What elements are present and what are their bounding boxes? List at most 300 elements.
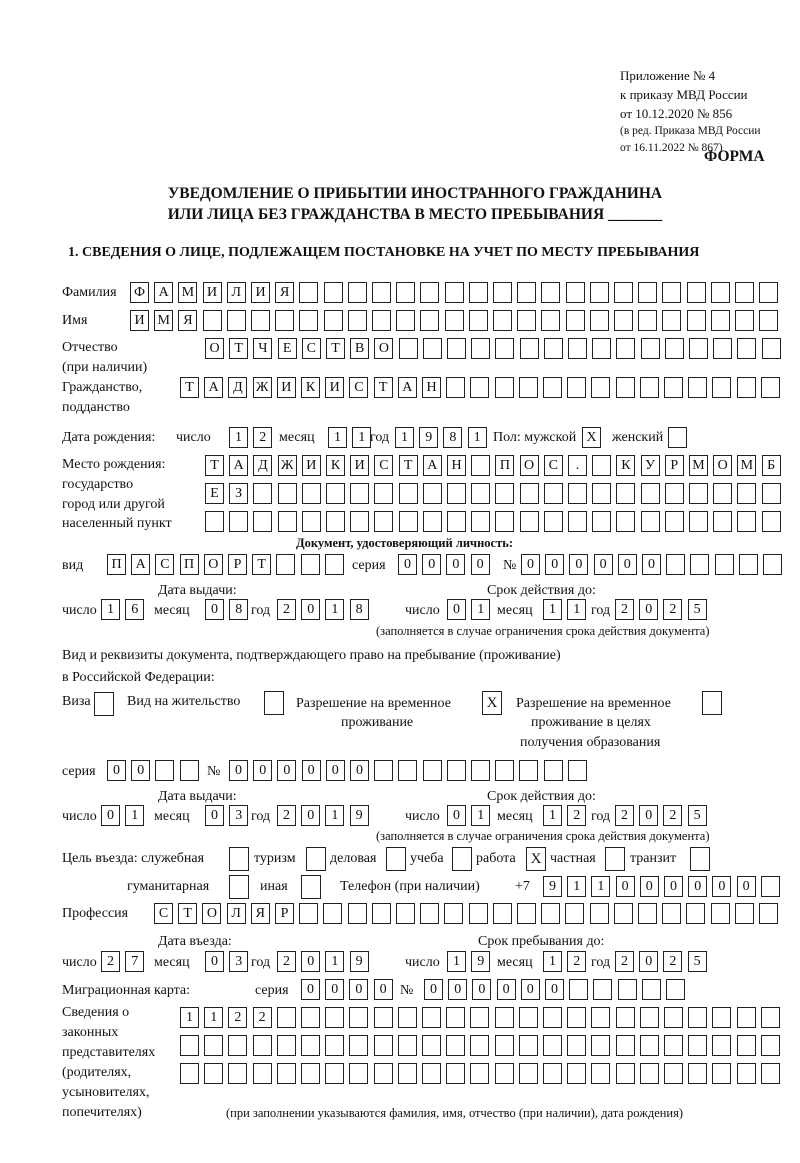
char-cell[interactable]: 2	[567, 805, 586, 826]
char-cell[interactable]	[423, 338, 442, 359]
char-cell[interactable]	[277, 1007, 296, 1028]
char-cell[interactable]: Е	[278, 338, 297, 359]
char-cell[interactable]: 0	[618, 554, 637, 575]
char-cell[interactable]: 0	[131, 760, 150, 781]
char-cell[interactable]	[398, 1063, 417, 1084]
char-cell[interactable]	[423, 483, 442, 504]
purpose-work-checkbox[interactable]: X	[526, 847, 546, 871]
purpose-humanitarian-checkbox[interactable]	[229, 875, 249, 899]
char-cell[interactable]: 0	[497, 979, 516, 1000]
char-cell[interactable]: 2	[228, 1007, 247, 1028]
char-cell[interactable]	[591, 1063, 610, 1084]
char-cell[interactable]: Ф	[130, 282, 149, 303]
char-cell[interactable]	[374, 1063, 393, 1084]
char-cell[interactable]	[567, 1063, 586, 1084]
char-cell[interactable]	[275, 310, 294, 331]
char-cell[interactable]	[591, 1035, 610, 1056]
char-cell[interactable]: 1	[325, 599, 344, 620]
char-cell[interactable]: 0	[521, 979, 540, 1000]
char-cell[interactable]: П	[107, 554, 126, 575]
char-cell[interactable]	[737, 338, 756, 359]
char-cell[interactable]: 0	[521, 554, 540, 575]
char-cell[interactable]	[614, 310, 633, 331]
char-cell[interactable]: 2	[277, 599, 296, 620]
char-cell[interactable]: С	[155, 554, 174, 575]
char-cell[interactable]: А	[204, 377, 223, 398]
char-cell[interactable]	[664, 1007, 683, 1028]
char-cell[interactable]: С	[544, 455, 563, 476]
char-cell[interactable]: 0	[398, 554, 417, 575]
char-cell[interactable]	[759, 310, 778, 331]
char-cell[interactable]	[423, 511, 442, 532]
char-cell[interactable]: 0	[545, 979, 564, 1000]
char-cell[interactable]	[253, 1035, 272, 1056]
char-cell[interactable]	[422, 1035, 441, 1056]
char-cell[interactable]	[350, 511, 369, 532]
char-cell[interactable]: 2	[567, 951, 586, 972]
char-cell[interactable]: Я	[178, 310, 197, 331]
char-cell[interactable]	[423, 760, 442, 781]
char-cell[interactable]	[737, 483, 756, 504]
char-cell[interactable]	[253, 1063, 272, 1084]
char-cell[interactable]	[567, 1007, 586, 1028]
char-cell[interactable]	[737, 377, 756, 398]
char-cell[interactable]: 5	[688, 805, 707, 826]
char-cell[interactable]: 1	[180, 1007, 199, 1028]
char-cell[interactable]	[711, 282, 730, 303]
char-cell[interactable]: 0	[640, 876, 659, 897]
char-cell[interactable]	[662, 282, 681, 303]
char-cell[interactable]: 5	[688, 599, 707, 620]
char-cell[interactable]: А	[423, 455, 442, 476]
char-cell[interactable]: Я	[251, 903, 270, 924]
char-cell[interactable]	[278, 483, 297, 504]
char-cell[interactable]: А	[229, 455, 248, 476]
char-cell[interactable]: 0	[349, 979, 368, 1000]
char-cell[interactable]	[349, 1063, 368, 1084]
char-cell[interactable]: Л	[227, 282, 246, 303]
char-cell[interactable]: 1	[567, 599, 586, 620]
char-cell[interactable]: 1	[543, 599, 562, 620]
char-cell[interactable]: 1	[468, 427, 487, 448]
char-cell[interactable]	[591, 377, 610, 398]
char-cell[interactable]: И	[325, 377, 344, 398]
char-cell[interactable]: 0	[326, 760, 345, 781]
char-cell[interactable]	[229, 511, 248, 532]
char-cell[interactable]: И	[251, 282, 270, 303]
char-cell[interactable]	[374, 511, 393, 532]
char-cell[interactable]	[638, 282, 657, 303]
char-cell[interactable]: М	[178, 282, 197, 303]
purpose-private-checkbox[interactable]	[605, 847, 625, 871]
char-cell[interactable]: 9	[419, 427, 438, 448]
char-cell[interactable]	[761, 1035, 780, 1056]
char-cell[interactable]	[616, 1035, 635, 1056]
char-cell[interactable]	[324, 310, 343, 331]
char-cell[interactable]	[759, 903, 778, 924]
char-cell[interactable]	[471, 483, 490, 504]
char-cell[interactable]: 1	[325, 805, 344, 826]
char-cell[interactable]	[372, 282, 391, 303]
char-cell[interactable]: 0	[301, 805, 320, 826]
char-cell[interactable]	[690, 554, 709, 575]
char-cell[interactable]: 2	[277, 805, 296, 826]
char-cell[interactable]	[301, 1035, 320, 1056]
char-cell[interactable]	[735, 310, 754, 331]
char-cell[interactable]	[326, 483, 345, 504]
char-cell[interactable]	[348, 903, 367, 924]
char-cell[interactable]	[568, 483, 587, 504]
char-cell[interactable]: 6	[125, 599, 144, 620]
char-cell[interactable]	[567, 377, 586, 398]
char-cell[interactable]: Т	[178, 903, 197, 924]
char-cell[interactable]	[299, 903, 318, 924]
char-cell[interactable]	[493, 903, 512, 924]
char-cell[interactable]: О	[204, 554, 223, 575]
char-cell[interactable]: 1	[447, 951, 466, 972]
char-cell[interactable]	[711, 310, 730, 331]
char-cell[interactable]	[616, 1007, 635, 1028]
purpose-study-checkbox[interactable]	[452, 847, 472, 871]
char-cell[interactable]: 0	[688, 876, 707, 897]
temp-residence-checkbox[interactable]: X	[482, 691, 502, 715]
char-cell[interactable]: О	[374, 338, 393, 359]
char-cell[interactable]	[519, 1063, 538, 1084]
char-cell[interactable]	[398, 1035, 417, 1056]
char-cell[interactable]: 2	[615, 599, 634, 620]
char-cell[interactable]: 1	[352, 427, 371, 448]
char-cell[interactable]	[641, 338, 660, 359]
char-cell[interactable]: Н	[447, 455, 466, 476]
char-cell[interactable]	[687, 282, 706, 303]
char-cell[interactable]: Т	[374, 377, 393, 398]
char-cell[interactable]: .	[568, 455, 587, 476]
char-cell[interactable]	[398, 760, 417, 781]
char-cell[interactable]	[301, 554, 320, 575]
char-cell[interactable]	[761, 1007, 780, 1028]
char-cell[interactable]: 0	[301, 951, 320, 972]
char-cell[interactable]	[348, 282, 367, 303]
char-cell[interactable]	[372, 903, 391, 924]
char-cell[interactable]: 2	[253, 427, 272, 448]
char-cell[interactable]	[471, 455, 490, 476]
char-cell[interactable]: 0	[639, 599, 658, 620]
char-cell[interactable]: 0	[594, 554, 613, 575]
char-cell[interactable]	[495, 483, 514, 504]
char-cell[interactable]	[374, 483, 393, 504]
temp-residence-edu-checkbox[interactable]	[702, 691, 722, 715]
char-cell[interactable]	[396, 282, 415, 303]
char-cell[interactable]: 0	[616, 876, 635, 897]
char-cell[interactable]	[640, 1063, 659, 1084]
char-cell[interactable]	[544, 511, 563, 532]
char-cell[interactable]: 0	[253, 760, 272, 781]
purpose-other-checkbox[interactable]	[301, 875, 321, 899]
char-cell[interactable]: 0	[422, 554, 441, 575]
char-cell[interactable]	[737, 511, 756, 532]
char-cell[interactable]: 1	[204, 1007, 223, 1028]
char-cell[interactable]: О	[520, 455, 539, 476]
char-cell[interactable]	[566, 310, 585, 331]
char-cell[interactable]: 0	[712, 876, 731, 897]
char-cell[interactable]: И	[350, 455, 369, 476]
char-cell[interactable]: 0	[301, 599, 320, 620]
char-cell[interactable]: 8	[443, 427, 462, 448]
purpose-tourism-checkbox[interactable]	[306, 847, 326, 871]
char-cell[interactable]	[566, 282, 585, 303]
char-cell[interactable]	[737, 1063, 756, 1084]
char-cell[interactable]: 9	[350, 951, 369, 972]
char-cell[interactable]: 0	[471, 554, 490, 575]
char-cell[interactable]	[324, 282, 343, 303]
char-cell[interactable]	[493, 282, 512, 303]
char-cell[interactable]	[592, 483, 611, 504]
char-cell[interactable]	[470, 1063, 489, 1084]
char-cell[interactable]	[665, 483, 684, 504]
char-cell[interactable]: Ж	[278, 455, 297, 476]
char-cell[interactable]	[396, 903, 415, 924]
char-cell[interactable]: Т	[229, 338, 248, 359]
char-cell[interactable]	[569, 979, 588, 1000]
char-cell[interactable]: 1	[229, 427, 248, 448]
char-cell[interactable]: 2	[277, 951, 296, 972]
char-cell[interactable]	[517, 310, 536, 331]
char-cell[interactable]: И	[277, 377, 296, 398]
char-cell[interactable]: 0	[277, 760, 296, 781]
char-cell[interactable]: 0	[664, 876, 683, 897]
char-cell[interactable]	[567, 1035, 586, 1056]
char-cell[interactable]: 8	[350, 599, 369, 620]
char-cell[interactable]	[762, 511, 781, 532]
char-cell[interactable]: 0	[205, 805, 224, 826]
char-cell[interactable]: П	[495, 455, 514, 476]
char-cell[interactable]: М	[154, 310, 173, 331]
char-cell[interactable]	[348, 310, 367, 331]
char-cell[interactable]	[349, 1007, 368, 1028]
char-cell[interactable]	[712, 1007, 731, 1028]
char-cell[interactable]: В	[350, 338, 369, 359]
char-cell[interactable]	[520, 338, 539, 359]
char-cell[interactable]	[689, 338, 708, 359]
char-cell[interactable]	[737, 1007, 756, 1028]
char-cell[interactable]: 7	[125, 951, 144, 972]
char-cell[interactable]	[180, 1035, 199, 1056]
char-cell[interactable]: Р	[665, 455, 684, 476]
char-cell[interactable]	[616, 1063, 635, 1084]
char-cell[interactable]	[422, 1063, 441, 1084]
char-cell[interactable]	[495, 1063, 514, 1084]
char-cell[interactable]: С	[349, 377, 368, 398]
char-cell[interactable]	[325, 1035, 344, 1056]
char-cell[interactable]	[666, 979, 685, 1000]
char-cell[interactable]: Т	[326, 338, 345, 359]
char-cell[interactable]: 1	[567, 876, 586, 897]
char-cell[interactable]: 0	[639, 951, 658, 972]
char-cell[interactable]: 1	[471, 805, 490, 826]
char-cell[interactable]	[325, 1007, 344, 1028]
char-cell[interactable]	[469, 310, 488, 331]
char-cell[interactable]	[593, 979, 612, 1000]
char-cell[interactable]: О	[713, 455, 732, 476]
char-cell[interactable]	[688, 1007, 707, 1028]
char-cell[interactable]	[180, 760, 199, 781]
char-cell[interactable]: С	[302, 338, 321, 359]
char-cell[interactable]	[471, 511, 490, 532]
char-cell[interactable]	[666, 554, 685, 575]
char-cell[interactable]: К	[326, 455, 345, 476]
char-cell[interactable]: 0	[447, 599, 466, 620]
char-cell[interactable]	[204, 1063, 223, 1084]
char-cell[interactable]: 0	[737, 876, 756, 897]
char-cell[interactable]	[568, 760, 587, 781]
char-cell[interactable]	[737, 1035, 756, 1056]
char-cell[interactable]: 0	[350, 760, 369, 781]
char-cell[interactable]: М	[737, 455, 756, 476]
char-cell[interactable]	[544, 338, 563, 359]
char-cell[interactable]: 2	[615, 805, 634, 826]
char-cell[interactable]	[420, 903, 439, 924]
char-cell[interactable]	[662, 903, 681, 924]
char-cell[interactable]	[711, 903, 730, 924]
char-cell[interactable]: К	[616, 455, 635, 476]
char-cell[interactable]	[299, 282, 318, 303]
char-cell[interactable]	[664, 377, 683, 398]
char-cell[interactable]	[686, 903, 705, 924]
char-cell[interactable]	[565, 903, 584, 924]
char-cell[interactable]	[713, 483, 732, 504]
char-cell[interactable]	[715, 554, 734, 575]
char-cell[interactable]: 3	[229, 805, 248, 826]
char-cell[interactable]	[739, 554, 758, 575]
char-cell[interactable]	[687, 310, 706, 331]
char-cell[interactable]: Т	[180, 377, 199, 398]
char-cell[interactable]: 2	[663, 951, 682, 972]
char-cell[interactable]	[544, 483, 563, 504]
char-cell[interactable]: 0	[229, 760, 248, 781]
char-cell[interactable]	[447, 760, 466, 781]
char-cell[interactable]	[761, 377, 780, 398]
char-cell[interactable]	[422, 1007, 441, 1028]
char-cell[interactable]	[372, 310, 391, 331]
char-cell[interactable]: 0	[205, 599, 224, 620]
char-cell[interactable]	[350, 483, 369, 504]
char-cell[interactable]	[735, 903, 754, 924]
char-cell[interactable]: И	[302, 455, 321, 476]
char-cell[interactable]	[689, 483, 708, 504]
char-cell[interactable]	[495, 1035, 514, 1056]
char-cell[interactable]	[517, 903, 536, 924]
char-cell[interactable]	[664, 1035, 683, 1056]
char-cell[interactable]: 1	[125, 805, 144, 826]
char-cell[interactable]: 0	[447, 805, 466, 826]
char-cell[interactable]	[374, 1035, 393, 1056]
char-cell[interactable]: А	[398, 377, 417, 398]
char-cell[interactable]: А	[131, 554, 150, 575]
char-cell[interactable]	[446, 1063, 465, 1084]
char-cell[interactable]	[470, 1007, 489, 1028]
char-cell[interactable]: 0	[374, 979, 393, 1000]
char-cell[interactable]: 1	[543, 805, 562, 826]
char-cell[interactable]	[614, 903, 633, 924]
char-cell[interactable]	[664, 1063, 683, 1084]
char-cell[interactable]: 2	[101, 951, 120, 972]
char-cell[interactable]	[616, 377, 635, 398]
char-cell[interactable]	[228, 1063, 247, 1084]
char-cell[interactable]	[668, 427, 687, 448]
char-cell[interactable]	[590, 903, 609, 924]
char-cell[interactable]	[253, 511, 272, 532]
char-cell[interactable]: Я	[275, 282, 294, 303]
char-cell[interactable]	[616, 483, 635, 504]
char-cell[interactable]	[396, 310, 415, 331]
char-cell[interactable]	[323, 903, 342, 924]
char-cell[interactable]	[469, 903, 488, 924]
char-cell[interactable]: 2	[663, 599, 682, 620]
char-cell[interactable]	[688, 1063, 707, 1084]
char-cell[interactable]: И	[203, 282, 222, 303]
char-cell[interactable]	[495, 511, 514, 532]
char-cell[interactable]	[519, 1007, 538, 1028]
char-cell[interactable]	[689, 511, 708, 532]
char-cell[interactable]	[641, 511, 660, 532]
char-cell[interactable]: И	[130, 310, 149, 331]
char-cell[interactable]: X	[582, 427, 601, 448]
char-cell[interactable]	[761, 876, 780, 897]
char-cell[interactable]	[325, 1063, 344, 1084]
char-cell[interactable]	[495, 1007, 514, 1028]
char-cell[interactable]: Ч	[253, 338, 272, 359]
char-cell[interactable]: 0	[569, 554, 588, 575]
char-cell[interactable]: Л	[227, 903, 246, 924]
char-cell[interactable]	[713, 338, 732, 359]
char-cell[interactable]: 0	[448, 979, 467, 1000]
char-cell[interactable]: 0	[205, 951, 224, 972]
char-cell[interactable]	[495, 377, 514, 398]
char-cell[interactable]: Т	[252, 554, 271, 575]
char-cell[interactable]	[374, 1007, 393, 1028]
char-cell[interactable]	[446, 1007, 465, 1028]
char-cell[interactable]	[469, 282, 488, 303]
char-cell[interactable]	[543, 1063, 562, 1084]
char-cell[interactable]	[568, 338, 587, 359]
char-cell[interactable]: 9	[471, 951, 490, 972]
purpose-business-checkbox[interactable]	[386, 847, 406, 871]
char-cell[interactable]: 2	[615, 951, 634, 972]
char-cell[interactable]	[446, 377, 465, 398]
char-cell[interactable]: Ж	[253, 377, 272, 398]
char-cell[interactable]	[662, 310, 681, 331]
char-cell[interactable]	[374, 760, 393, 781]
char-cell[interactable]	[302, 511, 321, 532]
char-cell[interactable]: 3	[229, 951, 248, 972]
char-cell[interactable]: 1	[325, 951, 344, 972]
char-cell[interactable]: Д	[228, 377, 247, 398]
char-cell[interactable]	[618, 979, 637, 1000]
char-cell[interactable]	[520, 511, 539, 532]
char-cell[interactable]: С	[154, 903, 173, 924]
char-cell[interactable]: 1	[591, 876, 610, 897]
char-cell[interactable]	[420, 282, 439, 303]
char-cell[interactable]: П	[180, 554, 199, 575]
char-cell[interactable]	[470, 377, 489, 398]
char-cell[interactable]: 9	[350, 805, 369, 826]
char-cell[interactable]	[204, 1035, 223, 1056]
char-cell[interactable]	[591, 1007, 610, 1028]
char-cell[interactable]	[278, 511, 297, 532]
char-cell[interactable]: 8	[229, 599, 248, 620]
char-cell[interactable]	[301, 1007, 320, 1028]
char-cell[interactable]	[445, 282, 464, 303]
